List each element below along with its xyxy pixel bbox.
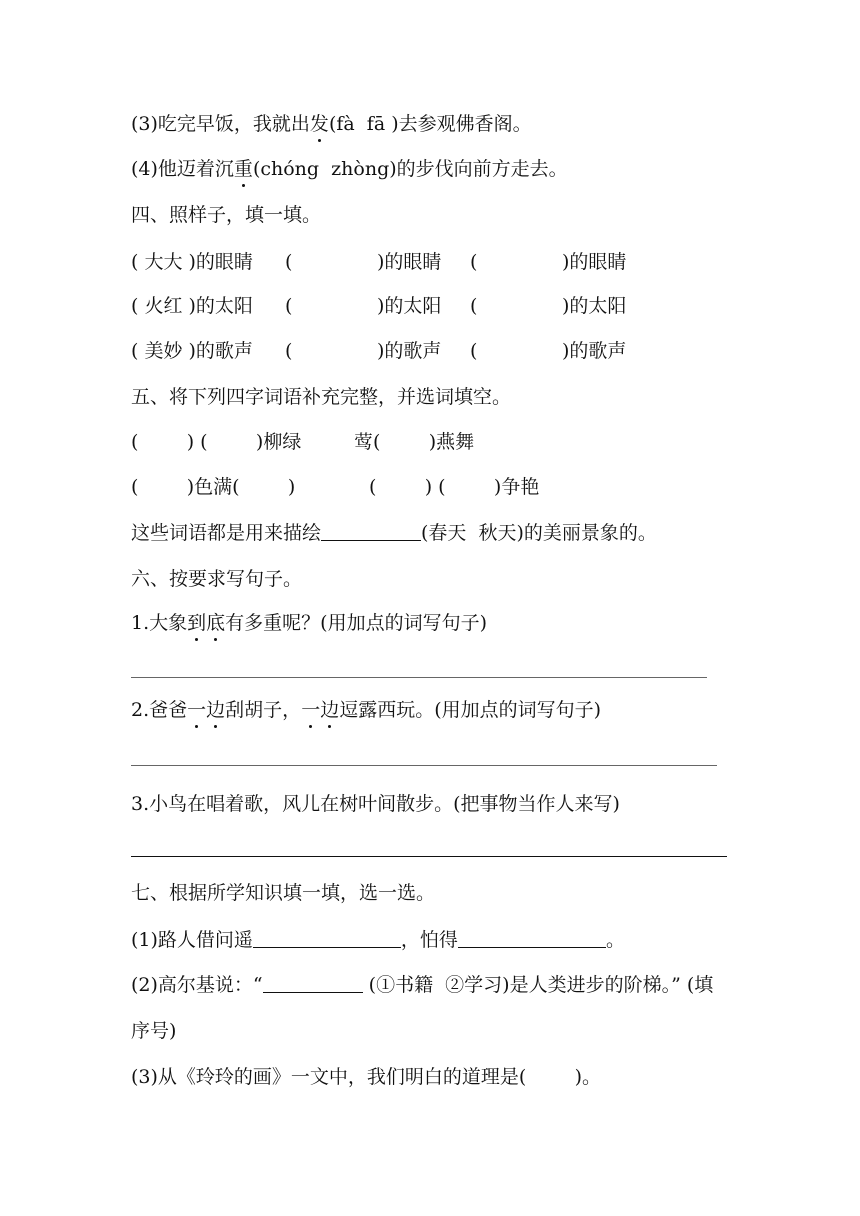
fill-row-3 bbox=[131, 338, 731, 364]
question-6-3: 3.小鸟在唱着歌，风儿在树叶间散步。(把事物当作人来写) bbox=[131, 793, 620, 815]
fill-row-2 bbox=[131, 293, 731, 319]
blank-phrase[interactable]: ( )的歌声 bbox=[470, 340, 627, 362]
answer-line[interactable] bbox=[131, 765, 717, 766]
blank-phrase[interactable]: ( )的眼睛 bbox=[470, 251, 627, 273]
section-5-title: 五、将下列四字词语补充完整，并选词填空。 bbox=[131, 386, 512, 408]
dotted-char: 底 bbox=[206, 612, 226, 634]
idiom-blank[interactable]: 莺( )燕舞 bbox=[354, 431, 475, 453]
idiom-blank[interactable]: ( )色满( ) bbox=[131, 476, 296, 498]
question-3-3: (3)吃完早饭，我就出发(fà fā )去参观佛香阁。 bbox=[131, 113, 532, 135]
dotted-char: 重 bbox=[233, 158, 253, 180]
question-7-2: (2)高尔基说：“ (①书籍 ②学习)是人类进步的阶梯。” (填 bbox=[131, 974, 714, 996]
answer-blank[interactable] bbox=[263, 972, 363, 993]
question-3-4: (4)他迈着沉重(chóng zhòng)的步伐向前方走去。 bbox=[131, 158, 568, 180]
dotted-char: 发 bbox=[309, 113, 329, 135]
question-6-2: 2.爸爸一边刮胡子，一边逗露西玩。(用加点的词写句子) bbox=[131, 699, 602, 721]
blank-phrase[interactable]: ( )的太阳 bbox=[285, 295, 442, 317]
answer-blank[interactable] bbox=[321, 520, 421, 541]
dotted-char: 一 bbox=[301, 699, 321, 721]
answer-line[interactable] bbox=[131, 856, 727, 857]
question-7-2-continued: 序号) bbox=[131, 1020, 177, 1042]
fill-sentence: 这些词语都是用来描绘 (春天 秋天)的美丽景象的。 bbox=[131, 522, 657, 544]
example-phrase: ( 美妙 )的歌声 bbox=[131, 340, 253, 362]
dotted-char: 到 bbox=[187, 612, 207, 634]
answer-line[interactable] bbox=[131, 677, 707, 678]
dotted-char: 边 bbox=[206, 699, 226, 721]
answer-blank[interactable] bbox=[253, 927, 401, 948]
blank-phrase[interactable]: ( )的歌声 bbox=[285, 340, 442, 362]
idiom-blank[interactable]: ( ) ( )柳绿 bbox=[131, 431, 302, 453]
blank-phrase[interactable]: ( )的太阳 bbox=[470, 295, 627, 317]
question-7-3: (3)从《玲玲的画》一文中，我们明白的道理是( )。 bbox=[131, 1066, 602, 1088]
section-4-title: 四、照样子，填一填。 bbox=[131, 204, 322, 226]
dotted-char: 一 bbox=[187, 699, 207, 721]
example-phrase: ( 火红 )的太阳 bbox=[131, 295, 253, 317]
dotted-char: 边 bbox=[320, 699, 340, 721]
answer-blank[interactable] bbox=[458, 927, 606, 948]
section-7-title: 七、根据所学知识填一填，选一选。 bbox=[131, 882, 436, 904]
example-phrase: ( 大大 )的眼睛 bbox=[131, 251, 253, 273]
idiom-blank[interactable]: ( ) ( )争艳 bbox=[369, 476, 540, 498]
section-6-title: 六、按要求写句子。 bbox=[131, 568, 303, 590]
fill-row-1 bbox=[131, 249, 731, 275]
blank-phrase[interactable]: ( )的眼睛 bbox=[285, 251, 442, 273]
question-7-1: (1)路人借问遥 ，怕得 。 bbox=[131, 929, 625, 951]
question-6-1: 1.大象到底有多重呢？(用加点的词写句子) bbox=[131, 612, 487, 634]
